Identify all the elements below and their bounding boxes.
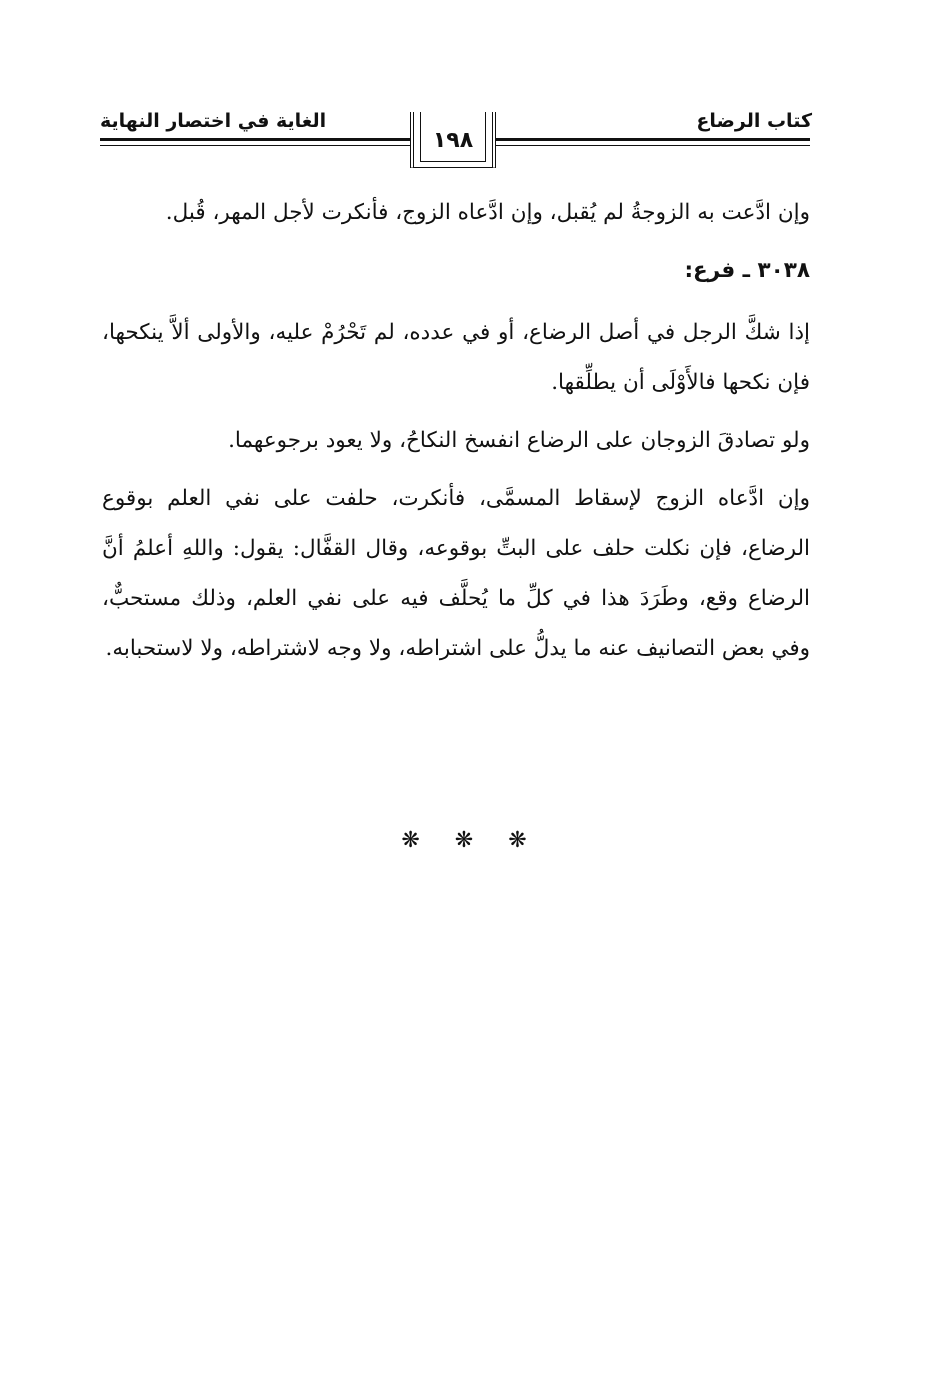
section-heading: ٣٠٣٨ ـ فرع: — [684, 258, 810, 283]
running-header-book-title: الغاية في اختصار النهاية — [100, 110, 327, 132]
page-number-frame — [410, 112, 496, 168]
section-separator: ❋ ❋ ❋ — [401, 828, 541, 853]
paragraph-1: وإن ادَّعت به الزوجةُ لم يُقبل، وإن ادَّعاه الزوج، فأنكرت لأجل المهر، قُبل. — [165, 200, 810, 225]
paragraph-2: إذا شكَّ الرجل في أصل الرضاع، أو في عدده، لم تَحْرُمْ عليه، والأولى ألاَّ ينكحها، فإن نكحها فالأَوْلَى أن يطلِّقها. — [102, 320, 810, 395]
page-body — [102, 188, 810, 674]
paragraph-3: ولو تصادقَ الزوجان على الرضاع انفسخ النكاحُ، ولا يعود برجوعهما. — [228, 428, 810, 453]
page-number: ١٩٨ — [432, 128, 474, 153]
running-header-chapter: كتاب الرضاع — [696, 110, 812, 132]
paragraph-4: وإن ادَّعاه الزوج لإسقاط المسمَّى، فأنكرت، حلفت على نفي العلم بوقوع الرضاع، فإن نكلت حلف على البتِّ بوقوعه، وقال القفَّال: يقول: واللهِ أعلمُ أنَّ الرضاع وقع، وطَرَدَ هذا في كلِّ ما يُحلَّف فيه على نفي العلم، وذلك مستحبٌّ، وفي بعض التصانيف عنه ما يدلُّ على اشتراطه، ولا وجه لاشتراطه، ولا لاستحبابه. — [102, 486, 810, 661]
